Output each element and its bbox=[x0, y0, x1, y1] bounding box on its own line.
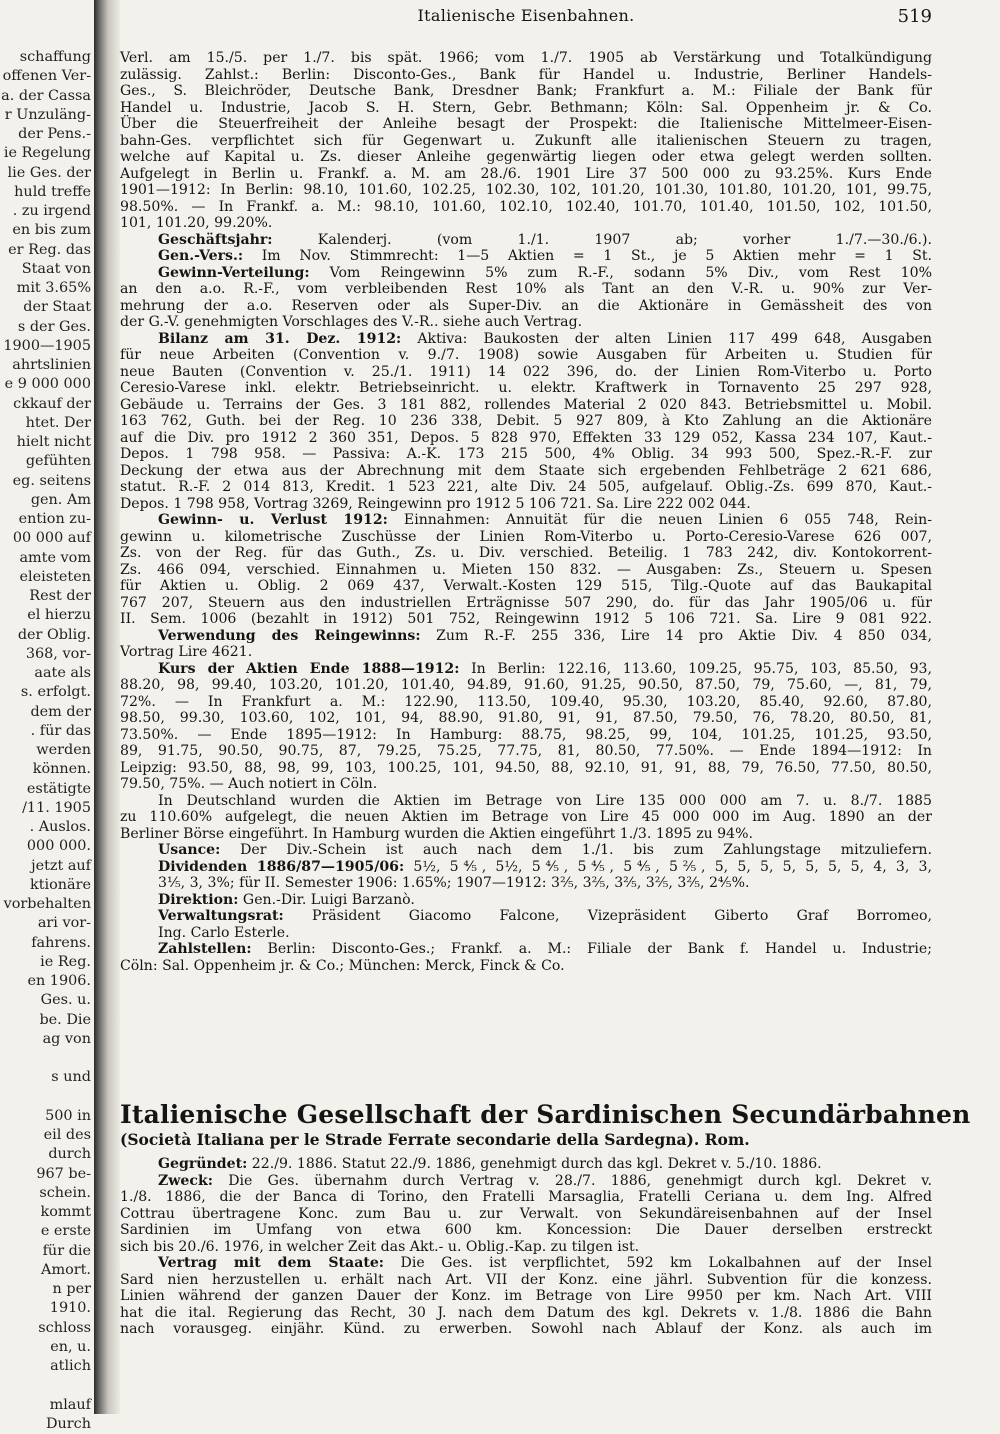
previous-page-line: mlauf bbox=[49, 1396, 91, 1413]
text-line: Deckung der etwa aus der Abrechnung mit dem Staate sich ergebenden Fehlbeträge 2 621 686, bbox=[120, 462, 932, 479]
previous-page-line: 000 000. bbox=[26, 838, 91, 855]
text-line: welche auf Kapital u. Zs. dieser Anleihe gegenwärtig liegen oder etwa gelegt werden sollten. bbox=[120, 149, 932, 165]
text-line: für Aktien u. Oblig. 2 069 437, Verwalt.-Kosten 129 515, Tilg.-Quote auf das Baukapital bbox=[120, 578, 932, 594]
previous-page-line: en, u. bbox=[50, 1338, 91, 1355]
section-text-line: Sardinien im Umfang von etwa 600 km. Koncession: Die Dauer derselben erstreckt bbox=[120, 1222, 932, 1238]
previous-page-line: kommt bbox=[40, 1204, 91, 1220]
previous-page-line: Ges. u. bbox=[40, 992, 91, 1009]
running-title: Italienische Eisenbahnen. bbox=[417, 6, 635, 25]
text-line: Leipzig: 93.50, 88, 98, 99, 103, 100.25, 101, 94.50, 88, 92.10, 91, 91, 88, 79, 76.50, 77.50, 80.50, bbox=[120, 759, 932, 776]
previous-page-line: . zu irgend bbox=[12, 203, 91, 219]
previous-page-line: gen. Am bbox=[30, 491, 91, 508]
text-line: Depos. 1 798 958. — Passiva: A.-K. 173 215 500, 4% Oblig. 34 993 500, Spez.-R.-F. zur bbox=[120, 446, 932, 462]
previous-page-line: schaffung bbox=[19, 49, 91, 65]
text-line: 72%. — In Frankfurt a. M.: 122.90, 113.50, 109.40, 95.30, 103.20, 85.40, 92.60, 87.80, bbox=[120, 693, 932, 710]
text-line: zu 110.60% aufgelegt, die neuen Aktien im Betrage von Lire 45 000 000 im Aug. 1890 an der bbox=[120, 809, 932, 825]
text-line: Bilanz am 31. Dez. 1912: Aktiva: Baukosten der alten Linien 117 499 648, Ausgaben bbox=[158, 330, 932, 347]
text-line: zulässig. Zahlst.: Berlin: Disconto-Ges., Bank für Handel u. Industrie, Berliner Handels- bbox=[120, 66, 932, 83]
previous-page-line: . für das bbox=[30, 722, 91, 739]
section-text-column bbox=[120, 1156, 932, 1338]
previous-page-line: en 1906. bbox=[27, 973, 91, 989]
text-line: 163 762, Guth. bei der Reg. 10 236 338, Debit. 5 927 809, à Kto Zahlung an die Aktionäre bbox=[120, 413, 932, 429]
previous-page-line: aate als bbox=[34, 665, 91, 681]
text-line: In Deutschland wurden die Aktien im Betrage von Lire 135 000 000 am 7. u. 8./7. 1885 bbox=[158, 792, 932, 809]
text-line: gewinn u. kilometrische Zuschüsse der Linien Rom-Viterbo u. Porto-Ceresio-Varese 626 007, bbox=[120, 528, 932, 545]
text-line: an den a.o. R.-F., vom verbleibenden Rest 10% als Tant an den V.-R. u. 90% zur Ver- bbox=[120, 281, 932, 297]
previous-page-line: ention zu- bbox=[18, 511, 91, 527]
section-subtitle: (Società Italiana per le Strade Ferrate secondarie della Sardegna). Rom. bbox=[120, 1130, 750, 1149]
text-line: Handel u. Industrie, Jacob S. H. Stern, Gebr. Bethmann; Köln: Sal. Oppenheim jr. & Co. bbox=[120, 99, 932, 116]
text-line: neue Bauten (Convention v. 25./1. 1911) 14 022 396, do. der Linien Rom-Viterbo u. Porto bbox=[120, 363, 932, 380]
text-line: 101, 101.20, 99.20%. bbox=[120, 215, 273, 231]
text-line: Ing. Carlo Esterle. bbox=[158, 924, 290, 941]
previous-page-line: für die bbox=[42, 1242, 91, 1259]
previous-page-line: Staat von bbox=[21, 260, 91, 277]
previous-page-line: e erste bbox=[40, 1223, 91, 1240]
previous-page-line: durch bbox=[48, 1146, 91, 1163]
text-line: 88.20, 98, 99.40, 103.20, 101.20, 101.40, 94.89, 91.60, 91.25, 90.50, 87.50, 79, 75.60, —, 81, 79, bbox=[120, 677, 932, 693]
previous-page-line: ari vor- bbox=[37, 915, 91, 932]
previous-page-line: schloss bbox=[38, 1319, 91, 1336]
previous-page-line: eil des bbox=[43, 1127, 91, 1143]
text-line: 3⅕, 3, 3%; für II. Semester 1906: 1.65%; 1907—1912: 3⅖, 3⅖, 3⅖, 3⅖, 3⅖, 2⅘%. bbox=[158, 875, 750, 891]
text-line: 73.50%. — Ende 1895—1912: In Hamburg: 88.75, 98.25, 99, 104, 101.25, 101.25, 93.50, bbox=[120, 726, 932, 743]
section-text-line: nach vorausgeg. einjähr. Künd. zu erwerben. Sowohl nach Ablauf der Konz. als auch im bbox=[120, 1321, 932, 1337]
text-line: Aufgelegt in Berlin u. Frankf. a. M. am 28./6. 1901 Lire 37 500 000 zu 93.25%. Kurs Ende bbox=[120, 165, 932, 182]
previous-page-line: Durch bbox=[45, 1415, 91, 1432]
text-line: Ges., S. Bleichröder, Deutsche Bank, Dresdner Bank; Frankfurt a. M.: Filiale der Bank für bbox=[120, 83, 932, 99]
text-line: für neue Arbeiten (Convention v. 9./7. 1908) sowie Ausgaben für Arbeiten u. Studien für bbox=[120, 347, 932, 363]
text-line: Geschäftsjahr: Kalenderj. (vom 1./1. 1907 ab; vorher 1./7.—30./6.). bbox=[158, 231, 932, 248]
section-text-line: Gegründet: 22./9. 1886. Statut 22./9. 1886, genehmigt durch das kgl. Dekret v. 5./10. 1886. bbox=[158, 1156, 822, 1172]
running-header bbox=[120, 6, 932, 34]
previous-page-line: r Unzuläng- bbox=[4, 106, 91, 123]
text-line: 89, 91.75, 90.50, 90.75, 87, 79.25, 75.25, 77.75, 81, 80.50, 77.50%. — Ende 1894—1912: In bbox=[120, 743, 932, 759]
section-text-line: hat die ital. Regierung das Recht, 30 J. nach dem Datum des kgl. Dekrets v. 1./8. 1886 die Bahn bbox=[120, 1304, 932, 1321]
text-line: Gen.-Vers.: Im Nov. Stimmrecht: 1—5 Aktien = 1 St., je 5 Aktien mehr = 1 St. bbox=[158, 248, 932, 264]
previous-page-line: huld treffe bbox=[14, 183, 91, 200]
previous-page-line: er Reg. das bbox=[8, 241, 91, 258]
previous-page-line: s. erfolgt. bbox=[20, 684, 91, 701]
text-line: 79.50, 75%. — Auch notiert in Cöln. bbox=[120, 776, 378, 792]
text-line: Berliner Börse eingeführt. In Hamburg wurden die Aktien eingeführt 1./3. 1895 zu 94%. bbox=[120, 825, 753, 842]
previous-page-line: der Oblig. bbox=[17, 626, 91, 643]
previous-page-line: 1900—1905 bbox=[3, 337, 91, 354]
text-line: II. Sem. 1006 (bezahlt in 1912) 501 752, Reingewinn 1912 5 106 721. Sa. Lire 9 081 922. bbox=[120, 611, 932, 627]
text-line: auf die Div. pro 1912 2 360 351, Depos. 5 828 970, Effekten 33 129 052, Kassa 234 107, Kaut.- bbox=[120, 429, 932, 446]
previous-page-line: ahrtslinien bbox=[12, 357, 91, 373]
section-text-line: Cottrau übertragene Konc. zum Bau u. zur Verwalt. von Sekundäreisenbahnen auf der Insel bbox=[120, 1205, 932, 1222]
text-line: Kurs der Aktien Ende 1888—1912: In Berlin: 122.16, 113.60, 109.25, 95.75, 103, 85.50, 93, bbox=[158, 660, 932, 677]
previous-page-line: s und bbox=[51, 1069, 91, 1086]
previous-page-line: /11. 1905 bbox=[22, 799, 91, 816]
previous-page-line: werden bbox=[36, 742, 91, 758]
text-line: Über die Steuerfreiheit der Anleihe besagt der Prospekt: die Italienische Mittelmeer-Eisen- bbox=[120, 116, 932, 132]
text-line: Gebäude u. Terrains der Ges. 3 181 882, rollendes Material 2 020 843. Betriebsmittel u. Mobil. bbox=[120, 396, 932, 413]
previous-page-line: mit 3.65% bbox=[16, 280, 91, 296]
text-line: Verwaltungsrat: Präsident Giacomo Falcone, Vizepräsident Giberto Graf Borromeo, bbox=[158, 908, 932, 924]
text-line: Vortrag Lire 4621. bbox=[120, 644, 253, 660]
previous-page-line: lie Ges. der bbox=[7, 164, 91, 181]
main-text-column bbox=[120, 50, 932, 974]
previous-page-line: offenen Ver- bbox=[2, 68, 91, 85]
text-line: Verwendung des Reingewinns: Zum R.-F. 255 336, Lire 14 pro Aktie Div. 4 850 034, bbox=[158, 627, 933, 644]
previous-page-line bbox=[0, 1376, 94, 1395]
previous-page-line: e 9 000 000 bbox=[4, 376, 91, 393]
text-line: Usance: Der Div.-Schein ist auch nach dem 1./1. bis zum Zahlungstage mitzuliefern. bbox=[158, 842, 932, 858]
section-text-line: 1./8. 1886, die der Banca di Torino, den Fratelli Marsaglia, Fratelli Ceriana u. dem Ing. Alfred bbox=[120, 1189, 932, 1205]
previous-page-line: atlich bbox=[50, 1358, 91, 1374]
text-line: 1901—1912: In Berlin: 98.10, 101.60, 102.25, 102.30, 102, 101.20, 101.30, 101.80, 101.20, 101, 99.75, bbox=[120, 182, 932, 198]
text-line: Direktion: Gen.-Dir. Luigi Barzanò. bbox=[158, 891, 415, 908]
previous-page-line: ktionäre bbox=[29, 876, 91, 893]
section-text-line: Linien während der ganzen Dauer der Konz. im Betrage von Lire 9950 per km. Nach Art. VIII bbox=[120, 1288, 932, 1304]
previous-page-line: dem der bbox=[30, 703, 91, 720]
text-line: Zahlstellen: Berlin: Disconto-Ges.; Frankf. a. M.: Filiale der Bank f. Handel u. Industrie; bbox=[158, 941, 932, 957]
previous-page-line: 1910. bbox=[49, 1300, 91, 1317]
text-line: Depos. 1 798 958, Vortrag 3269, Reingewinn pro 1912 5 106 721. Sa. Lire 222 002 044. bbox=[120, 495, 751, 512]
previous-page-line: n per bbox=[52, 1281, 91, 1297]
previous-page-line: 368, vor- bbox=[25, 645, 91, 662]
section-title: Italienische Gesellschaft der Sardinischen Secundärbahnen bbox=[120, 1100, 971, 1129]
previous-page-line: eg. seitens bbox=[12, 472, 91, 489]
previous-page-line: . Auslos. bbox=[29, 819, 91, 835]
text-line: der G.-V. genehmigten Vorschlages des V.-R.. siehe auch Vertrag. bbox=[120, 314, 583, 330]
previous-page-line bbox=[0, 1049, 94, 1068]
text-line: 767 207, Steuern aus den industriellen Erträgnisse 507 290, do. für das Jahr 1905/06 u. für bbox=[120, 594, 932, 611]
previous-page-line: el hierzu bbox=[27, 607, 91, 624]
previous-page-line: 500 in bbox=[45, 1107, 91, 1124]
previous-page-column bbox=[0, 48, 94, 1432]
page-number: 519 bbox=[897, 6, 932, 27]
text-line: Verl. am 15./5. per 1./7. bis spät. 1966; vom 1./7. 1905 ab Verstärkung und Totalkündigung bbox=[120, 50, 932, 66]
previous-page-line: ag von bbox=[42, 1030, 91, 1047]
text-line: statut. R.-F. 2 014 813, Kredit. 1 523 221, alte Div. 24 505, aufgelauf. Oblig.-Zs. 699 870, Kaut.- bbox=[120, 479, 932, 495]
section-text-line: Zweck: Die Ges. übernahm durch Vertrag v. 28./7. 1886, genehmigt durch kgl. Dekret v. bbox=[158, 1172, 932, 1189]
previous-page-line: a. der Cassa bbox=[1, 87, 91, 104]
previous-page-line: ckkauf der bbox=[13, 395, 91, 412]
previous-page-line: Amort. bbox=[41, 1261, 91, 1278]
previous-page-line: en bis zum bbox=[12, 222, 91, 239]
previous-page-line: estätigte bbox=[26, 780, 91, 797]
section-text-line: sich bis 20./6. 1976, in welcher Zeit das Akt.- u. Oblig.-Kap. zu tilgen ist. bbox=[120, 1238, 640, 1255]
text-line: Ceresio-Varese inkl. elektr. Betriebseinricht. u. elektr. Kraftwerk in Tornavento 25 297 928, bbox=[120, 380, 932, 396]
previous-page-line: htet. Der bbox=[25, 414, 91, 431]
section-text-line: Vertrag mit dem Staate: Die Ges. ist verpflichtet, 592 km Lokalbahnen auf der Insel bbox=[158, 1255, 932, 1271]
previous-page-line: amte vom bbox=[19, 549, 91, 566]
previous-page-line: schein. bbox=[39, 1184, 91, 1201]
previous-page-line: jetzt auf bbox=[31, 857, 91, 874]
previous-page-line: der Staat bbox=[23, 299, 91, 316]
previous-page-line: 00 000 auf bbox=[12, 530, 91, 547]
book-gutter bbox=[94, 0, 120, 1414]
previous-page-line: der Pens.- bbox=[18, 126, 91, 142]
previous-page-line: eleisteten bbox=[19, 568, 91, 585]
previous-page-line: ie Reg. bbox=[40, 953, 91, 970]
text-line: 98.50, 99.30, 103.60, 102, 101, 94, 88.90, 91.80, 91, 91, 87.50, 79.50, 76, 78.20, 80.50, 81, bbox=[120, 710, 932, 726]
text-line: Dividenden 1886/87—1905/06: 5½, 5⅘, 5½, 5⅘, 5⅘, 5⅘, 5⅖, 5, 5, 5, 5, 5, 5, 5, 4, 3, 3, bbox=[158, 858, 932, 875]
text-line: 98.50%. — In Frankf. a. M.: 98.10, 101.60, 102.10, 102.40, 101.70, 101.40, 101.50, 102, 101.50, bbox=[120, 198, 932, 215]
text-line: Cöln: Sal. Oppenheim jr. & Co.; München: Merck, Finck & Co. bbox=[120, 957, 565, 974]
text-line: bahn-Ges. verpflichtet sich für Gegenwart u. Zukunft alle italienischen Steuern zu tragen, bbox=[120, 132, 932, 149]
section-text-line: Sard nien herzustellen u. erhält nach Art. VII der Konz. eine jährl. Subvention für die konzess. bbox=[120, 1271, 932, 1288]
previous-page-line bbox=[0, 1088, 94, 1107]
text-line: Zs. von der Reg. für das Guth., Zs. u. Div. verschied. Beteilig. 1 783 242, div. Kontokorrent- bbox=[120, 545, 932, 561]
previous-page-line: Rest der bbox=[29, 588, 91, 604]
previous-page-line: 967 be- bbox=[36, 1165, 91, 1182]
text-line: Zs. 466 094, verschied. Einnahmen u. Mieten 150 832. — Ausgaben: Zs., Steuern u. Spesen bbox=[120, 561, 932, 578]
previous-page-line: vorbehalten bbox=[3, 896, 91, 912]
previous-page-line: ie Regelung bbox=[3, 145, 91, 162]
previous-page-line: hielt nicht bbox=[16, 434, 91, 450]
previous-page-line: be. Die bbox=[39, 1011, 91, 1028]
previous-page-line: fahrens. bbox=[31, 934, 91, 951]
previous-page-line: können. bbox=[32, 761, 91, 778]
text-line: Gewinn-Verteilung: Vom Reingewinn 5% zum R.-F., sodann 5% Div., vom Rest 10% bbox=[158, 264, 932, 281]
previous-page-line: gefühten bbox=[25, 453, 91, 470]
text-line: mehrung der a.o. Reserven oder als Super-Div. an die Aktionäre in Gemässheit des von bbox=[120, 297, 932, 314]
text-line: Gewinn- u. Verlust 1912: Einnahmen: Annuität für die neuen Linien 6 055 748, Rein- bbox=[158, 512, 933, 528]
previous-page-line: s der Ges. bbox=[17, 318, 91, 335]
